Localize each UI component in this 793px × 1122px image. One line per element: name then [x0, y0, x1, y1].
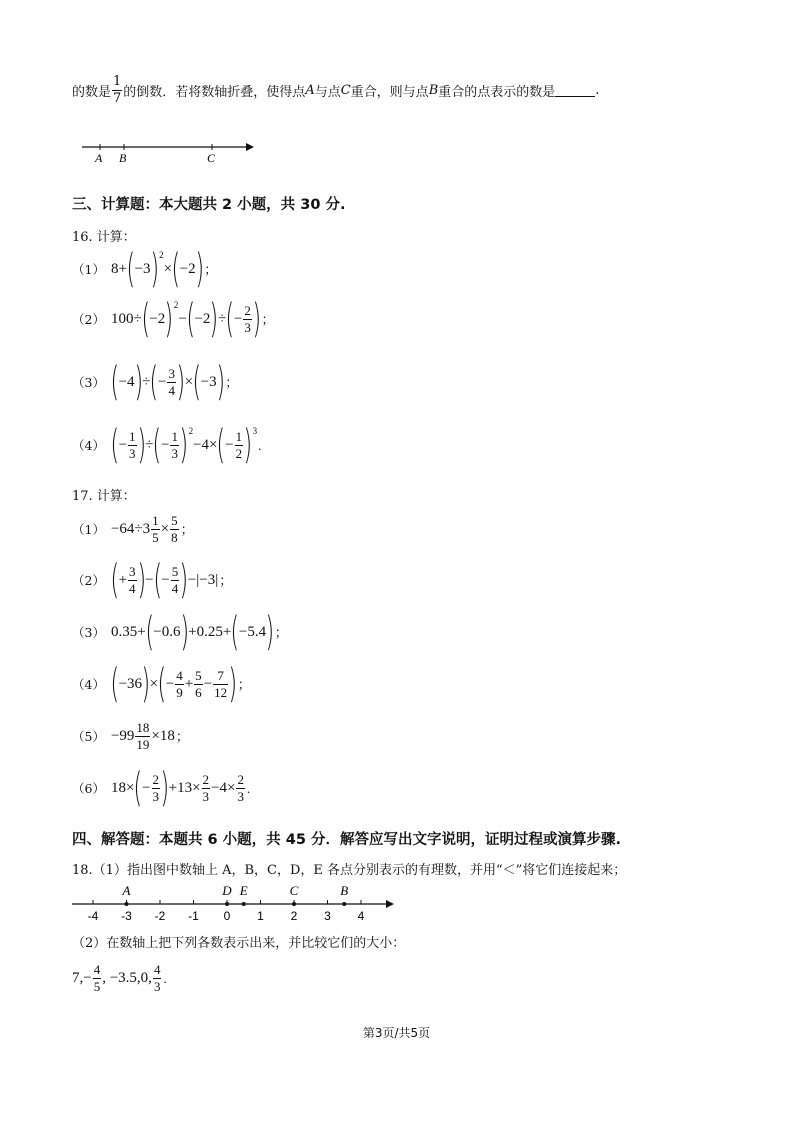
q17-item-3-label: （3）: [72, 625, 105, 640]
q15-text: 的倒数．若将数轴折叠，使得点: [123, 84, 306, 100]
point-d-dot: [225, 902, 229, 906]
tick-label: 0: [223, 909, 231, 923]
tick-label: 3: [324, 909, 331, 923]
q17-item-5-label: （5）: [72, 729, 105, 744]
tick-label: -3: [121, 909, 132, 923]
q15-point-b: B: [428, 82, 439, 98]
tick-label: -1: [188, 909, 199, 923]
q16-3-expression: ( −4 ) ÷ ( − $\frac{3}{4}$ ) × ( −3 ) ；: [110, 359, 239, 405]
q18-part1: 18.（1）指出图中数轴上 A，B，C，D，E 各点分别表示的有理数，并用“＜”将它们连接起来；: [72, 863, 627, 878]
number-line-points: [122, 883, 349, 906]
point-a-dot: [125, 902, 129, 906]
tick-label: 2: [290, 909, 298, 923]
page-footer: 第3页/共5页: [362, 1026, 431, 1040]
list-frac-2-num: 4: [153, 961, 161, 977]
point-c-dot: [292, 902, 296, 906]
number-line-q18: [70, 880, 400, 926]
q16-stem: 16. 计算：: [72, 230, 136, 245]
q17-item-5: [72, 717, 190, 755]
q16-item-1: [72, 246, 218, 292]
point-e-dot: [242, 902, 246, 906]
list-frac-1: [93, 963, 102, 993]
number-line-abc: [78, 135, 258, 167]
list-end: .: [163, 970, 167, 986]
q17-item-4-label: （4）: [72, 677, 105, 692]
q15-text-prefix: 的数是: [72, 84, 112, 100]
nl1-label-a: A: [95, 151, 103, 165]
point-b-dot: [342, 902, 346, 906]
q15-text-mid3: 重合的点表示的数是: [438, 84, 556, 100]
tick-label: 4: [357, 909, 365, 923]
tick-label: -4: [87, 909, 99, 923]
q16-item-2-label: （2）: [72, 312, 105, 327]
q15-text-mid1: 与点: [314, 84, 341, 100]
q15-point-a: A: [305, 82, 315, 98]
q15-tail-line: [72, 75, 599, 105]
q17-3-expression: 0.35+ ( −0.6 ) +0.25+ ( −5.4 ) ；: [110, 609, 288, 655]
q17-5-expression: −99 $\frac{18}{19}$ ×18 ；: [110, 719, 189, 752]
q17-item-4: [72, 661, 252, 707]
q18-list-expression: 7, − $\frac{4}{5}$ , −3.5,0, $\frac{4}{3}$ .: [72, 961, 167, 994]
q17-item-2-label: （2）: [72, 573, 105, 588]
q18-part2: （2）在数轴上把下列各数表示出来，并比较它们的大小：: [72, 936, 406, 951]
q17-item-1-label: （1）: [72, 522, 105, 537]
q17-item-6: [72, 765, 251, 811]
q17-item-3: [72, 609, 289, 655]
q17-4-expression: ( −36 ) × ( − $\frac{4}{9}$ + $\frac{5}{6}$ − $\frac{7}{12}$ ) ；: [110, 661, 251, 707]
q15-point-c: C: [340, 82, 351, 98]
q16-2-expression: 100÷ ( −2 ) 2 − ( −2 ) ÷ ( − $\frac{2}{3}$ ) ；: [110, 296, 275, 342]
list-frac-1-den: 5: [93, 978, 101, 994]
q18-number-list: [72, 958, 168, 998]
q17-2-expression: ( + $\frac{3}{4}$ ) − ( − $\frac{5}{4}$ ) −|−3| ；: [110, 557, 233, 603]
q17-6-expression: 18× ( − $\frac{2}{3}$ ) +13× $\frac{2}{3}$ −4× $\frac{2}{3}$ .: [110, 765, 251, 811]
list-frac-2-den: 3: [153, 978, 161, 994]
q16-4-expression: ( − $\frac{1}{3}$ ) ÷ ( − $\frac{1}{3}$ ) 2 −4× ( − $\frac{1}{2}$ ) 3 .: [110, 422, 262, 468]
q17-item-6-label: （6）: [72, 781, 105, 796]
q17-item-1: [72, 510, 195, 548]
q17-1-expression: −64÷3 $\frac{1}{5}$ × $\frac{5}{8}$ ；: [110, 512, 194, 545]
q16-item-4-label: （4）: [72, 438, 105, 453]
section4-title: 四、解答题：本题共 6 小题，共 45 分．解答应写出文字说明，证明过程或演算步骤.: [72, 832, 621, 848]
point-b-label: B: [340, 883, 349, 898]
q17-item-2: [72, 557, 233, 603]
q16-item-4: [72, 422, 262, 468]
point-d-label: D: [222, 883, 232, 898]
q15-end: .: [595, 82, 600, 98]
section3-title: 三、计算题：本大题共 2 小题，共 30 分.: [72, 197, 346, 213]
point-c-label: C: [289, 883, 299, 898]
list-mid: , −3.5,0,: [102, 969, 152, 986]
q16-item-3-label: （3）: [72, 375, 105, 390]
frac-num: 1: [113, 74, 122, 89]
nl1-label-c: C: [207, 151, 216, 165]
list-prefix: 7,: [72, 969, 84, 986]
point-e-label: E: [239, 883, 248, 898]
q16-item-3: [72, 359, 239, 405]
list-frac-1-num: 4: [93, 961, 101, 977]
fraction-one-seventh: [112, 75, 122, 105]
q15-text-mid2: 重合，则与点: [350, 84, 429, 100]
list-frac-2: [153, 963, 162, 993]
q16-item-1-label: （1）: [72, 262, 105, 277]
q16-1-expression: 8+ ( −3 ) 2 × ( −2 ) ；: [110, 246, 218, 292]
point-a-label: A: [122, 883, 131, 898]
tick-label: -2: [154, 909, 166, 923]
q17-stem: 17. 计算：: [72, 489, 136, 504]
tick-label: 1: [257, 909, 264, 923]
frac-den: 7: [113, 90, 122, 106]
answer-blank[interactable]: [555, 83, 595, 97]
q16-item-2: [72, 296, 275, 342]
nl1-label-b: B: [119, 151, 127, 165]
